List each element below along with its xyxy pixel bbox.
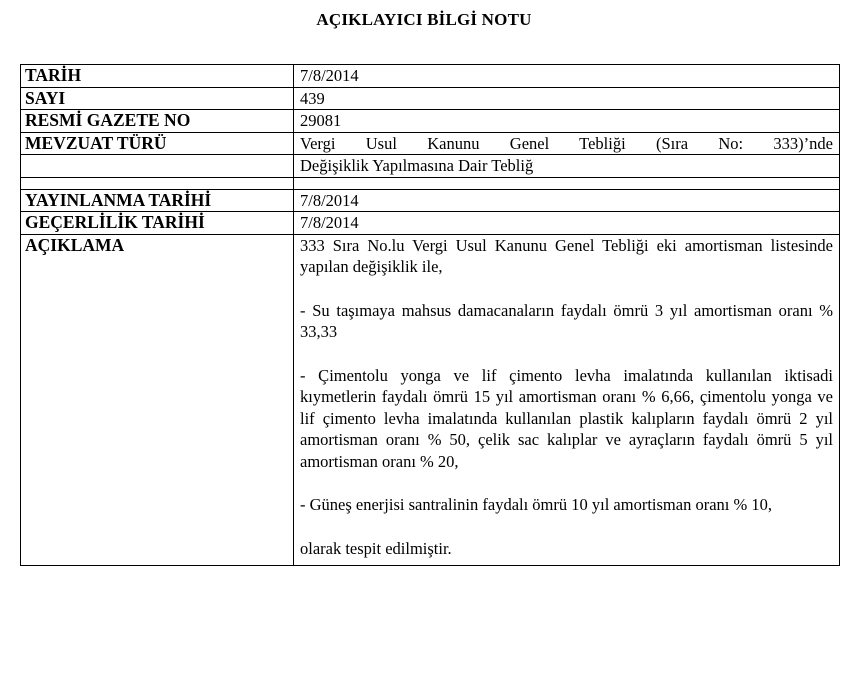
spacer-right: [294, 177, 840, 189]
document-title: AÇIKLAYICI BİLGİ NOTU: [316, 10, 532, 29]
value-sayi: 439: [294, 87, 840, 110]
info-table: [20, 64, 840, 566]
label-resmi-gazete: RESMİ GAZETE NO: [21, 110, 294, 133]
value-yayinlanma: 7/8/2014: [294, 189, 840, 212]
aciklama-paragraph-sonuc: olarak tespit edilmiştir.: [300, 538, 452, 558]
value-tarih: 7/8/2014: [294, 65, 840, 88]
spacer-left: [21, 177, 294, 189]
label-aciklama: AÇIKLAMA: [21, 234, 294, 566]
label-empty-1: [21, 155, 294, 178]
value-aciklama: [294, 234, 840, 566]
table-row-resmi-gazete: [21, 110, 840, 133]
aciklama-paragraph-damacana: - Su taşımaya mahsus damacanaların faydalı ömrü 3 yıl amortisman oranı % 33,33: [300, 300, 833, 341]
table-row-aciklama: [21, 234, 840, 566]
value-resmi-gazete: 29081: [294, 110, 840, 133]
table-row-mevzuat-turu-cont: [21, 155, 840, 178]
table-row-spacer: [21, 177, 840, 189]
label-gecerlilik: GEÇERLİLİK TARİHİ: [21, 212, 294, 235]
aciklama-paragraph-gunes: - Güneş enerjisi santralinin faydalı ömrü 10 yıl amortisman oranı % 10,: [300, 495, 772, 514]
table-row-sayi: [21, 87, 840, 110]
table-row-gecerlilik: [21, 212, 840, 235]
label-sayi: SAYI: [21, 87, 294, 110]
value-mevzuat-turu-line1: [294, 132, 840, 155]
value-mevzuat-turu-line2: Değişiklik Yapılmasına Dair Tebliğ: [294, 155, 840, 178]
value-gecerlilik: 7/8/2014: [294, 212, 840, 235]
label-tarih: TARİH: [21, 65, 294, 88]
aciklama-paragraph-intro: 333 Sıra No.lu Vergi Usul Kanunu Genel Tebliği eki amortisman listesinde yapılan değişiklik ile,: [300, 235, 833, 276]
table-row-yayinlanma: [21, 189, 840, 212]
mevzuat-turu-line1-text: Vergi Usul Kanunu Genel Tebliği (Sıra No: 333)’nde: [300, 133, 833, 153]
label-mevzuat-turu: MEVZUAT TÜRÜ: [21, 132, 294, 155]
label-yayinlanma: YAYINLANMA TARİHİ: [21, 189, 294, 212]
table-row-tarih: [21, 65, 840, 88]
aciklama-paragraph-cimento: - Çimentolu yonga ve lif çimento levha imalatında kullanılan iktisadi kıymetlerin faydalı ömrü 15 yıl amortisman oranı % 6,66, çimentolu yonga ve lif çimento levha imalatında kullanılan plastik kalıpların faydalı ömrü 2 yıl amortisman oranı % 50, çelik sac kalıplar ve ayraçların faydalı ömrü 5 yıl amortisman oranı % 20,: [300, 365, 833, 471]
table-row-mevzuat-turu: [21, 132, 840, 155]
